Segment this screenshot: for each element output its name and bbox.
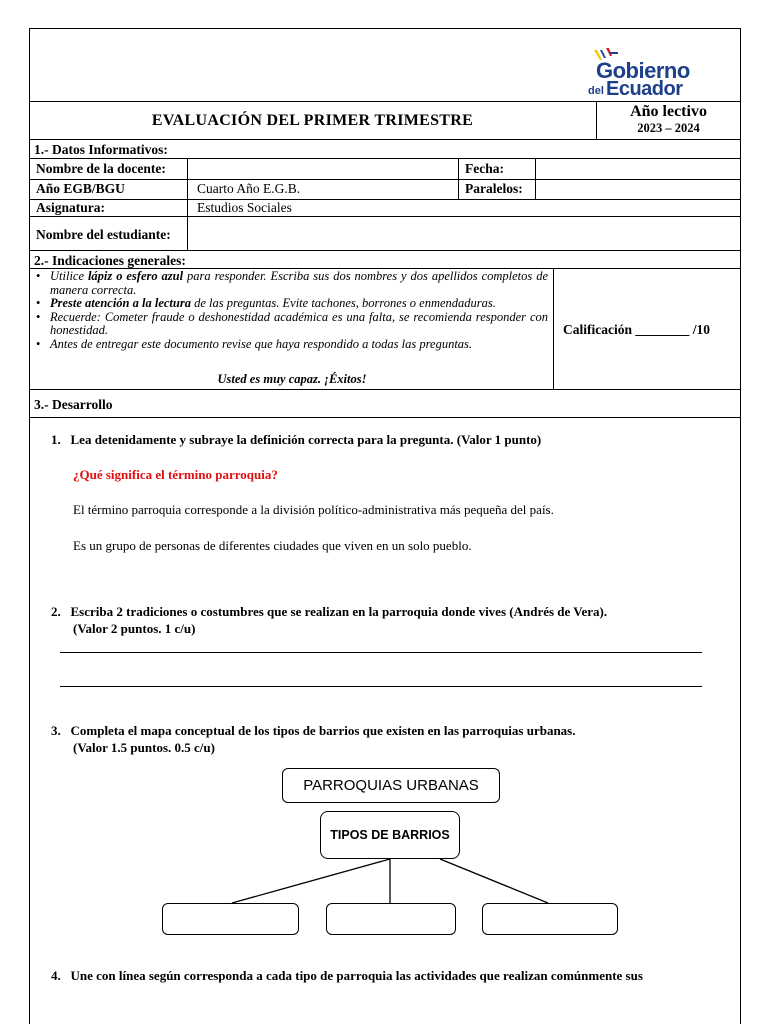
instruction-item: • Antes de entregar este documento revise que haya respondido a todas las preguntas. <box>36 336 473 351</box>
instruction-item: • Recuerde: Cometer fraude o deshonestidad académica es una falta, se recomienda responder con honestidad. <box>36 309 548 338</box>
grade-label: Año EGB/BGU <box>36 181 125 196</box>
student-name-label: Nombre del estudiante: <box>36 227 171 242</box>
question-3-points: (Valor 1.5 puntos. 0.5 c/u) <box>73 740 215 755</box>
question-2-title: 2. Escriba 2 tradiciones o costumbres que se realizan en la parroquia donde vives (Andrés de Vera). <box>51 604 608 619</box>
school-year-value: 2023 – 2024 <box>637 121 700 135</box>
grade-value: Cuarto Año E.G.B. <box>197 181 301 196</box>
logo-del-text: del <box>588 85 604 97</box>
question-3-title: 3. Completa el mapa conceptual de los tipos de barrios que existen en las parroquias urbanas. <box>51 723 576 738</box>
logo-gobierno-text: Gobierno <box>596 58 690 83</box>
question-2-points: (Valor 2 puntos. 1 c/u) <box>73 621 196 636</box>
concept-map-blank-3[interactable] <box>482 903 618 935</box>
bullet-icon: • <box>36 296 41 311</box>
question-1-title: 1. Lea detenidamente y subraye la definición correcta para la pregunta. (Valor 1 punto) <box>51 432 542 447</box>
section-3-label: 3.- Desarrollo <box>34 397 113 412</box>
question-1-option-2[interactable]: Es un grupo de personas de diferentes ciudades que viven en un solo pueblo. <box>73 538 472 553</box>
section-1-label: 1.- Datos Informativos: <box>34 142 168 157</box>
bullet-icon: • <box>36 309 41 324</box>
grade-score-text: Calificación ________ /10 <box>563 322 710 337</box>
question-1-prompt: ¿Qué significa el término parroquia? <box>73 467 278 482</box>
bullet-icon: • <box>36 269 41 283</box>
motto-text: Usted es muy capaz. ¡Éxitos! <box>217 372 367 386</box>
section-2-label: 2.- Indicaciones generales: <box>34 253 186 268</box>
concept-map-blank-1[interactable] <box>162 903 299 935</box>
bullet-icon: • <box>36 336 41 351</box>
concept-map-root: PARROQUIAS URBANAS <box>282 768 500 803</box>
subject-value: Estudios Sociales <box>197 200 292 215</box>
school-year-label: Año lectivo <box>630 103 707 120</box>
teacher-name-label: Nombre de la docente: <box>36 161 166 176</box>
question-1-option-1[interactable]: El término parroquia corresponde a la división político-administrativa más pequeña del país. <box>73 502 554 517</box>
parallel-label: Paralelos: <box>465 181 523 196</box>
concept-map-child: TIPOS DE BARRIOS <box>320 811 460 859</box>
instruction-item: • Utilice lápiz o esfero azul para responder. Escriba sus dos nombres y dos apellidos completos de manera correcta. <box>36 269 548 297</box>
concept-map-blank-2[interactable] <box>326 903 456 935</box>
date-label: Fecha: <box>465 161 504 176</box>
page-title: EVALUACIÓN DEL PRIMER TRIMESTRE <box>151 112 474 129</box>
subject-label: Asignatura: <box>36 200 106 215</box>
logo-ecuador-text: Ecuador <box>606 78 683 100</box>
question-4-title: 4. Une con línea según corresponda a cada tipo de parroquia las actividades que realizan comúnmente sus <box>51 968 643 983</box>
instruction-item: • Preste atención a la lectura de las preguntas. Evite tachones, borrones o enmendaduras. <box>36 296 496 311</box>
